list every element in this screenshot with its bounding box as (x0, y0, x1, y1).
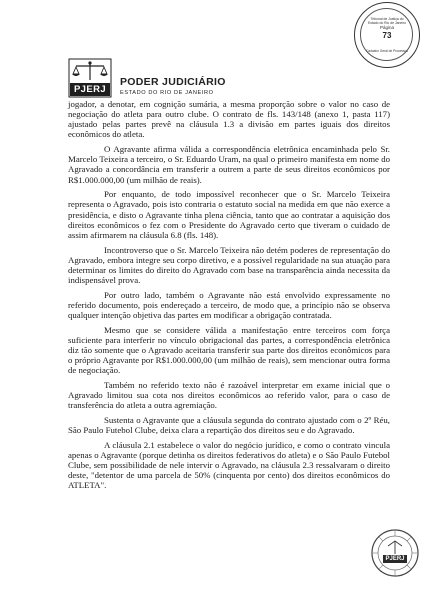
stamp-top-text: Tribunal de Justiça do Estado do Rio de Janeiro (367, 17, 407, 25)
paragraph: Por outro lado, também o Agravante não está envolvido expressamente no referido documento, pois endereçado a terceiro, de modo que, a princípio não se observa qualquer intenção objetiva das partes em modificar a obrigação contratada. (68, 289, 390, 320)
document-body (68, 99, 390, 495)
stamp-page-number: 73 (382, 31, 392, 40)
logo-text: PJERJ (73, 84, 107, 95)
paragraph: Mesmo que se considere válida a manifestação entre terceiros com força suficiente para interferir no vínculo obrigacional das partes, a correspondência eletrônica diz tão somente que o Agravado aceitaria transferir sua parte dos direitos econômicos para o próprio Agravante por R$1.000.000,00 (um milhão de reais), sem mencionar outra forma de negociação. (68, 324, 390, 376)
stamp-mid-text: Página (379, 25, 394, 30)
paragraph: Sustenta o Agravante que a cláusula segunda do contrato ajustado com o 2º Réu, São Paulo Futebol Clube, deixa clara a repartição dos direitos seu e do Agravado. (68, 414, 390, 436)
seal-text: PJERJ (385, 556, 405, 562)
pjerj-logo (68, 58, 112, 98)
seal-icon (370, 528, 420, 578)
paragraph: A cláusula 2.1 estabelece o valor do negócio jurídico, e como o contrato vincula apenas o Agravante (porque detinha os direitos federativos do atleta) e o São Paulo Futebol Clube, sem possibilidade de nele intervir o Agravado, na cláusula 2.3 ressalvaram o direito deste, "detentor de uma parcela de 50% (cinquenta por cento) dos direitos econômicos do ATLETA". (68, 439, 390, 491)
paragraph: Por enquanto, de todo impossível reconhecer que o Sr. Marcelo Teixeira representa o Agravado, pois isto contraria o estatuto social na medida em que não exerce a presidência, e disto o Agravante tinha plena ciência, tanto que ao contratar a aquisição dos direitos econômicos o fez com o Presidente do Agravado certo que tiveram o cuidado de assim afirmarem na cláusula 6.8 (fls. 148). (68, 189, 390, 240)
header-subtitle: ESTADO DO RIO DE JANEIRO (120, 90, 214, 96)
court-seal (370, 528, 420, 578)
stamp-bottom-text: Cadastro Geral de Processos (366, 49, 408, 53)
paragraph: jogador, a denotar, em cognição sumária, a mesma proporção sobre o valor no caso de negociação do atleta para outro clube. O contrato de fls. 143/148 (anexo 1, pasta 117) ajustado pelas partes prevê na cláusula 1.3 a divisão em partes iguais dos direitos econômicos do atleta. (68, 99, 390, 140)
paragraph: Também no referido texto não é razoável interpretar em exame inicial que o Agravado limitou sua cota nos direitos econômicos ao referido valor, para o caso de transferência do atleta a outra agremiação. (68, 379, 390, 411)
paragraph: Incontroverso que o Sr. Marcelo Teixeira não detém poderes de representação do Agravado, embora integre seu corpo diretivo, e a possível regularidade na sua atuação para determinar os limites do direito do Agravado com base na transparência ainda necessita da indispensável prova. (68, 244, 390, 285)
paragraph: O Agravante afirma válida a correspondência eletrônica encaminhada pelo Sr. Marcelo Teixeira a terceiro, o Sr. Eduardo Uram, na qual o primeiro manifesta em nome do Agravado a concordância em transferir a outrem a parte de seus direitos econômicos por R$1.000.000,00 (um milhão de reais). (68, 144, 390, 185)
page-stamp (354, 2, 420, 68)
header-title: PODER JUDICIÁRIO (120, 76, 226, 88)
